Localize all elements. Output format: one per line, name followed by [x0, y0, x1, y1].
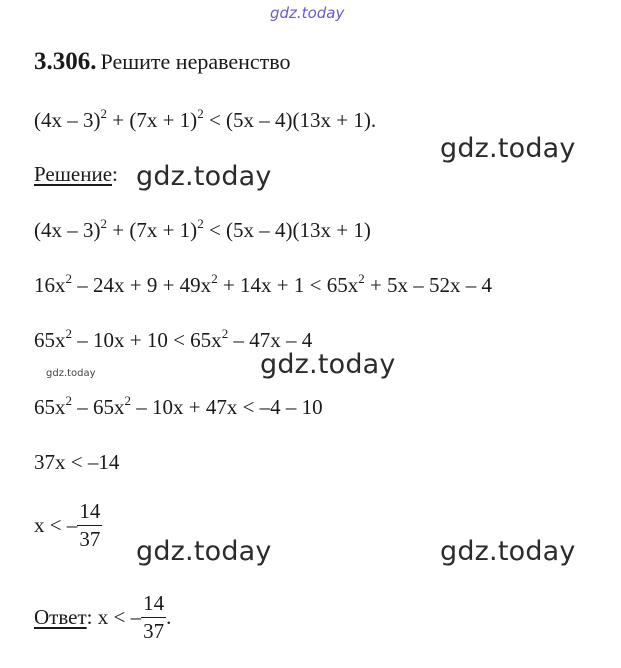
- expr-part: – 24x + 9 + 49x: [72, 273, 212, 297]
- exponent: 2: [100, 216, 107, 231]
- watermark: gdz.today: [440, 536, 576, 567]
- expr-part: – 65x: [72, 395, 125, 419]
- expr-part: – 10x + 47x < –4 – 10: [131, 395, 323, 419]
- expr-part: 16x: [34, 273, 66, 297]
- expr-part: + (7x + 1): [107, 108, 198, 132]
- exponent: 2: [197, 216, 204, 231]
- fraction-numerator: 14: [141, 592, 166, 618]
- answer-period: .: [166, 605, 172, 630]
- problem-statement: [34, 108, 376, 133]
- step-5: 37x < –14: [34, 450, 120, 474]
- solution-heading: [34, 162, 118, 187]
- expr-part: (4x – 3): [34, 218, 101, 242]
- step-1: [34, 218, 371, 243]
- answer-colon: :: [86, 605, 93, 630]
- step-6: [34, 500, 102, 551]
- expr-part: + 5x – 52x – 4: [364, 273, 493, 297]
- answer-label: Ответ: [34, 605, 87, 630]
- expr-part: – 47x – 4: [228, 328, 313, 352]
- step-2: [34, 273, 492, 298]
- exponent: 2: [65, 393, 72, 408]
- expr-part: (4x – 3): [34, 108, 101, 132]
- exponent: 2: [100, 106, 107, 121]
- problem-title: [34, 48, 291, 76]
- exponent: 2: [211, 271, 218, 286]
- solution-colon: :: [112, 162, 118, 186]
- exponent: 2: [358, 271, 365, 286]
- fraction-denominator: 37: [79, 527, 101, 552]
- watermark-small: gdz.today: [46, 368, 96, 379]
- step-4: [34, 395, 323, 420]
- fraction-numerator: 14: [77, 500, 102, 526]
- expr-part: < (5x – 4)(13x + 1): [203, 218, 371, 242]
- fraction-denominator: 37: [143, 619, 165, 644]
- watermark-top: gdz.today: [270, 4, 345, 22]
- answer-fraction: [141, 592, 166, 643]
- expr-part: – 10x + 10 < 65x: [72, 328, 222, 352]
- expr-part: + (7x + 1): [107, 218, 198, 242]
- watermark: gdz.today: [136, 161, 272, 192]
- exponent: 2: [197, 106, 204, 121]
- exponent: 2: [65, 326, 72, 341]
- problem-number: 3.306.: [34, 48, 97, 75]
- answer: [34, 592, 171, 643]
- fraction: [77, 500, 102, 551]
- expr-part: 65x: [34, 328, 66, 352]
- watermark: gdz.today: [136, 536, 272, 567]
- expr-part: + 14x + 1 < 65x: [217, 273, 359, 297]
- problem-title-text: Решите неравенство: [100, 49, 291, 74]
- watermark: gdz.today: [440, 133, 576, 164]
- exponent: 2: [221, 326, 229, 341]
- expr-part: 65x: [34, 395, 66, 419]
- watermark: gdz.today: [260, 349, 396, 380]
- solution-label: Решение: [34, 162, 113, 186]
- exponent: 2: [65, 271, 72, 286]
- expr-part: x < –: [92, 605, 142, 630]
- expr-part: < (5x – 4)(13x + 1).: [203, 108, 377, 132]
- expr-part: x < –: [34, 513, 78, 538]
- exponent: 2: [124, 393, 131, 408]
